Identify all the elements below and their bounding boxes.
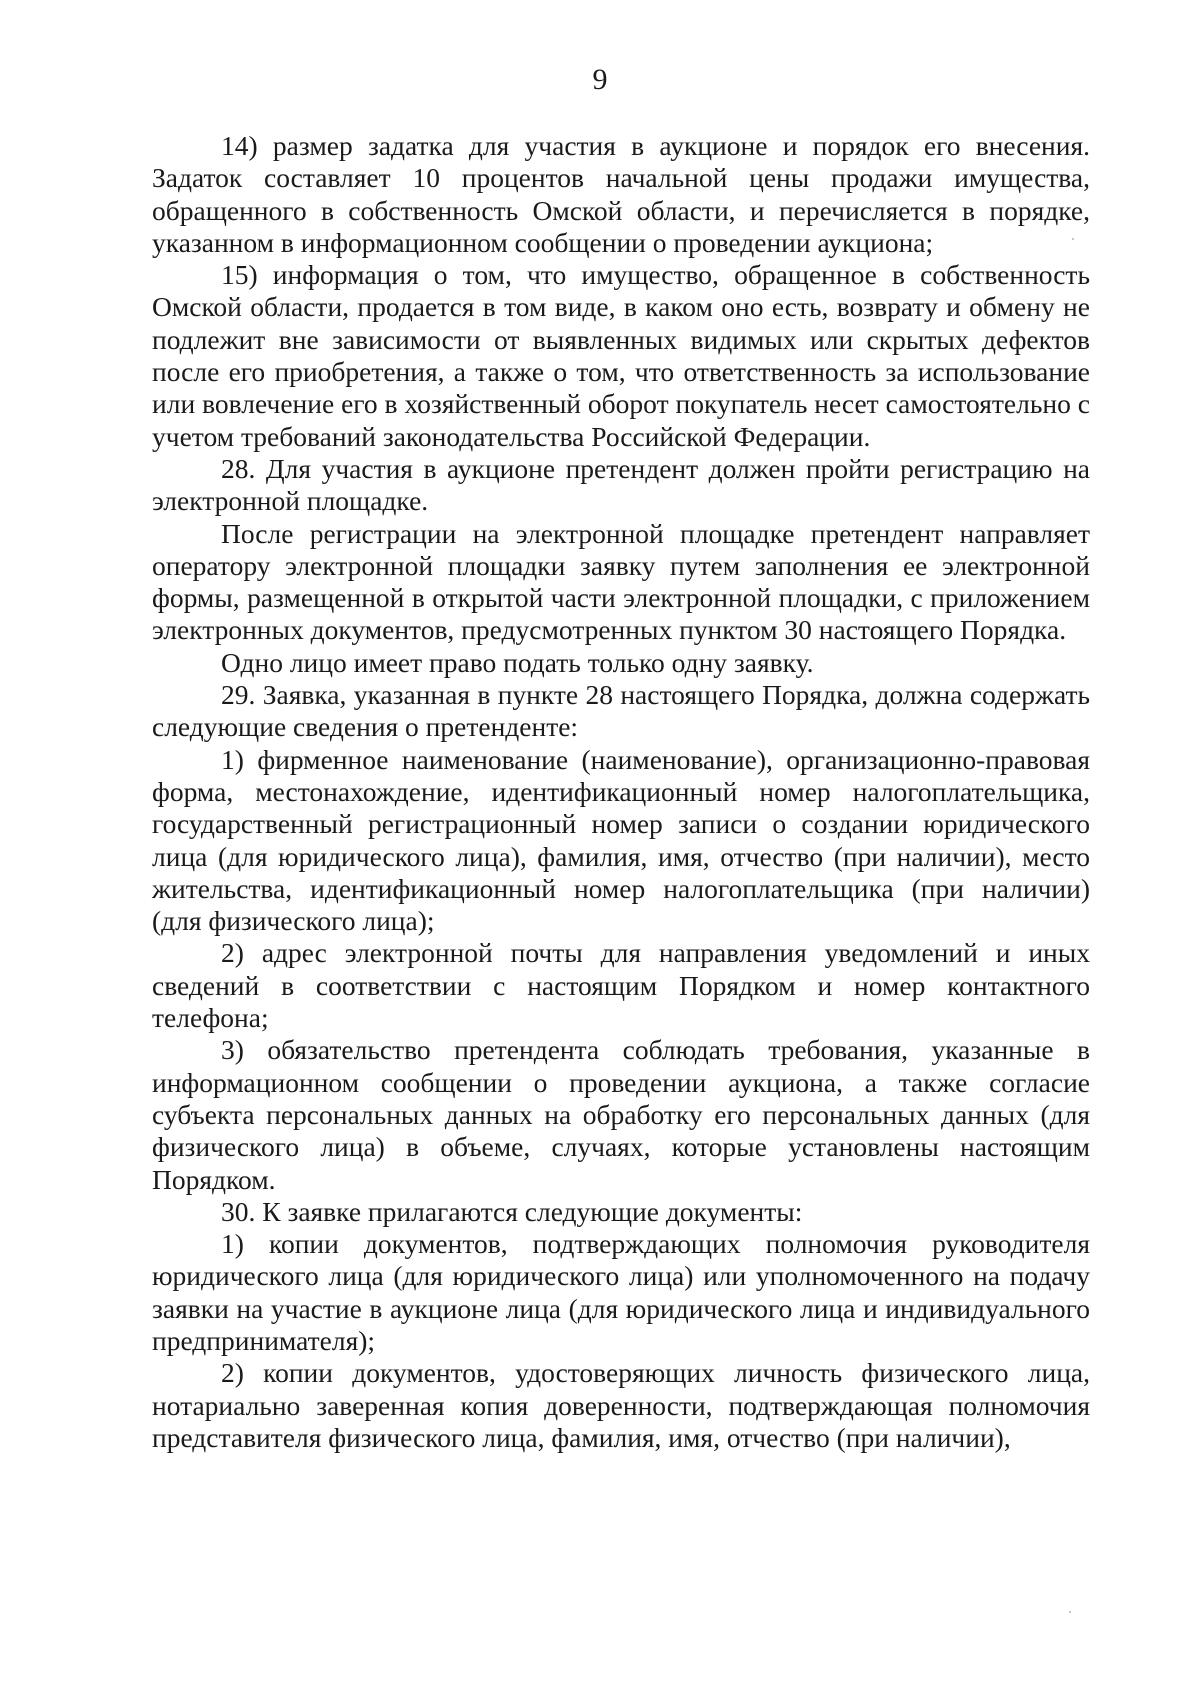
page-number: 9 [592,63,608,96]
paragraph-item-14: 14) размер задатка для участия в аукционе и порядок его внесения. Задаток составляет 10 процентов начальной цены продажи имущества, обращенного в собственность Омской области, и перечисляется в порядке, указанном в информационном сообщении о проведении аукциона; [152,130,1090,258]
paragraph-30-item-1: 1) копии документов, подтверждающих полномочия руководителя юридического лица (для юридического лица) или уполномоченного на подачу заявки на участие в аукционе лица (для юридического лица и индивидуального предпринимателя); [152,1228,1090,1356]
paragraph-29-item-2: 2) адрес электронной почты для направления уведомлений и иных сведений в соответствии с настоящим Порядком и номер контактного телефона; [152,937,1090,1034]
paragraph-clause-30: 30. К заявке прилагаются следующие документы: [221,1195,803,1227]
paragraph-clause-28: 28. Для участия в аукционе претендент должен пройти регистрацию на электронной площадке. [152,452,1090,517]
paragraph-29-item-1: 1) фирменное наименование (наименование), организационно-правовая форма, местонахождение, идентификационный номер налогоплательщика, государственный регистрационный номер записи о создании юридического лица (для юридического лица), фамилия, имя, отчество (при наличии), место жительства, идентификационный номер налогоплательщика (при наличии) (для физического лица); [152,743,1090,937]
scan-speck [1069,1611,1071,1613]
paragraph-item-15: 15) информация о том, что имущество, обращенное в собственность Омской области, продается в том виде, в каком оно есть, возврату и обмену не подлежит вне зависимости от выявленных видимых или скрытых дефектов после его приобретения, а также о том, что ответственность за использование или вовлечение его в хозяйственный оборот покупатель несет самостоятельно с учетом требований законодательства Российской Федерации. [152,259,1090,452]
paragraph-clause-29: 29. Заявка, указанная в пункте 28 настоящего Порядка, должна содержать следующие сведения о претенденте: [152,679,1090,743]
scan-speck [1072,238,1074,240]
document-body [152,130,1090,1454]
paragraph-29-item-3: 3) обязательство претендента соблюдать требования, указанные в информационном сообщении о проведении аукциона, а также согласие субъекта персональных данных на обработку его персональных данных (для физического лица) в объеме, случаях, которые установлены настоящим Порядком. [152,1034,1090,1195]
paragraph-one-application: Одно лицо имеет право подать только одну заявку. [221,646,814,678]
paragraph-30-item-2: 2) копии документов, удостоверяющих личность физического лица, нотариально заверенная копия доверенности, подтверждающая полномочия представителя физического лица, фамилия, имя, отчество (при наличии), [152,1357,1090,1453]
paragraph-registration: После регистрации на электронной площадке претендент направляет оператору электронной площадки заявку путем заполнения ее электронной формы, размещенной в открытой части электронной площадки, с приложением электронных документов, предусмотренных пунктом 30 настоящего Порядка. [152,517,1090,646]
